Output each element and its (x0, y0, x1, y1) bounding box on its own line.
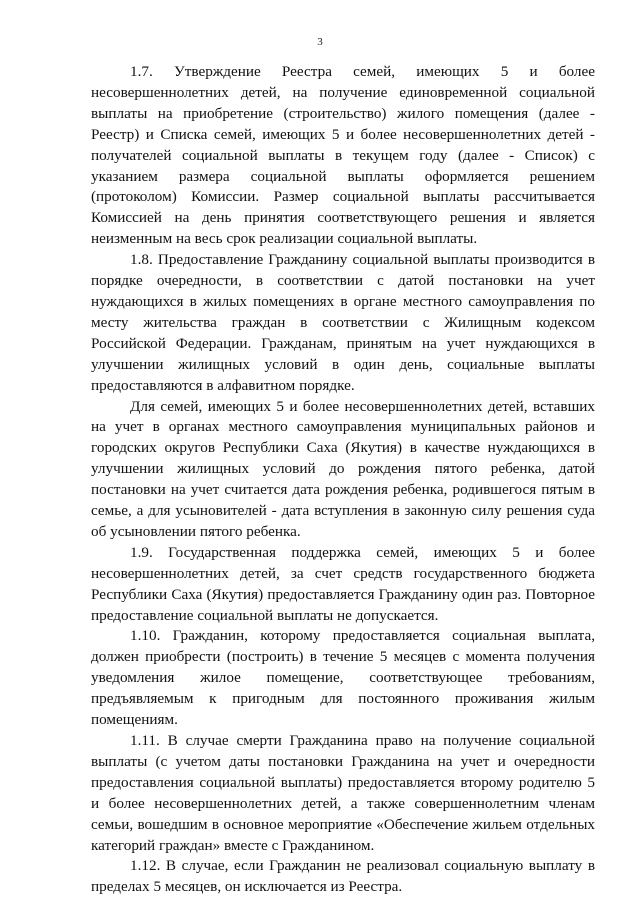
document-body (91, 62, 595, 898)
paragraph-1-12: 1.12. В случае, если Гражданин не реализовал социальную выплату в пределах 5 месяцев, он исключается из Реестра. (91, 857, 595, 896)
paragraph-1-8-continuation: Для семей, имеющих 5 и более несовершеннолетних детей, вставших на учет в органах местного самоуправления муниципальных районов и городских округов Республики Саха (Якутия) в качестве нуждающихся в улучшении жилищных условий до рождения пятого ребенка, датой постановки на учет считается дата рождения ребенка, родившегося пятым в семье, а для усыновителей - дата вступления в законную силу решения суда об усыновлении пятого ребенка. (91, 397, 595, 540)
paragraph-1-9: 1.9. Государственная поддержка семей, имеющих 5 и более несовершеннолетних детей, за счет средств государственного бюджета Республики Саха (Якутия) предоставляется Гражданину один раз. Повторное предоставление социальной выплаты не допускается. (91, 543, 595, 624)
paragraph-1-11: 1.11. В случае смерти Гражданина право на получение социальной выплаты (с учетом даты постановки Гражданина на учет и очередности предоставления социальной выплаты) предоставляется второму родителю 5 и более несовершеннолетних детей, а также совершеннолетним членам семьи, вошедшим в основное мероприятие «Обеспечение жильем отдельных категорий граждан» вместе с Гражданином. (91, 732, 595, 854)
paragraph-1-8: 1.8. Предоставление Гражданину социальной выплаты производится в порядке очередности, в соответствии с датой постановки на учет нуждающихся в жилых помещениях в органе местного самоуправления по месту жительства граждан в соответствии с Жилищным кодексом Российской Федерации. Гражданам, принятым на учет нуждающихся в улучшении жилищных условий в один день, социальные выплаты предоставляются в алфавитном порядке. (91, 251, 595, 394)
page-number: 3 (317, 36, 323, 48)
paragraph-1-10: 1.10. Гражданин, которому предоставляется социальная выплата, должен приобрести (построить) в течение 5 месяцев с момента получения уведомления жилое помещение, соответствующее требованиям, предъявляемым к пригодным для постоянного проживания жилым помещениям. (91, 627, 595, 729)
paragraph-1-7: 1.7. Утверждение Реестра семей, имеющих 5 и более несовершеннолетних детей, на получение единовременной социальной выплаты на приобретение (строительство) жилого помещения (далее - Реестр) и Списка семей, имеющих 5 и более несовершеннолетних детей - получателей социальной выплаты в текущем году (далее - Список) с указанием размера социальной выплаты оформляется решением (протоколом) Комиссии. Размер социальной выплаты рассчитывается Комиссией на день принятия соответствующего решения и является неизменным на весь срок реализации социальной выплаты. (91, 63, 595, 248)
